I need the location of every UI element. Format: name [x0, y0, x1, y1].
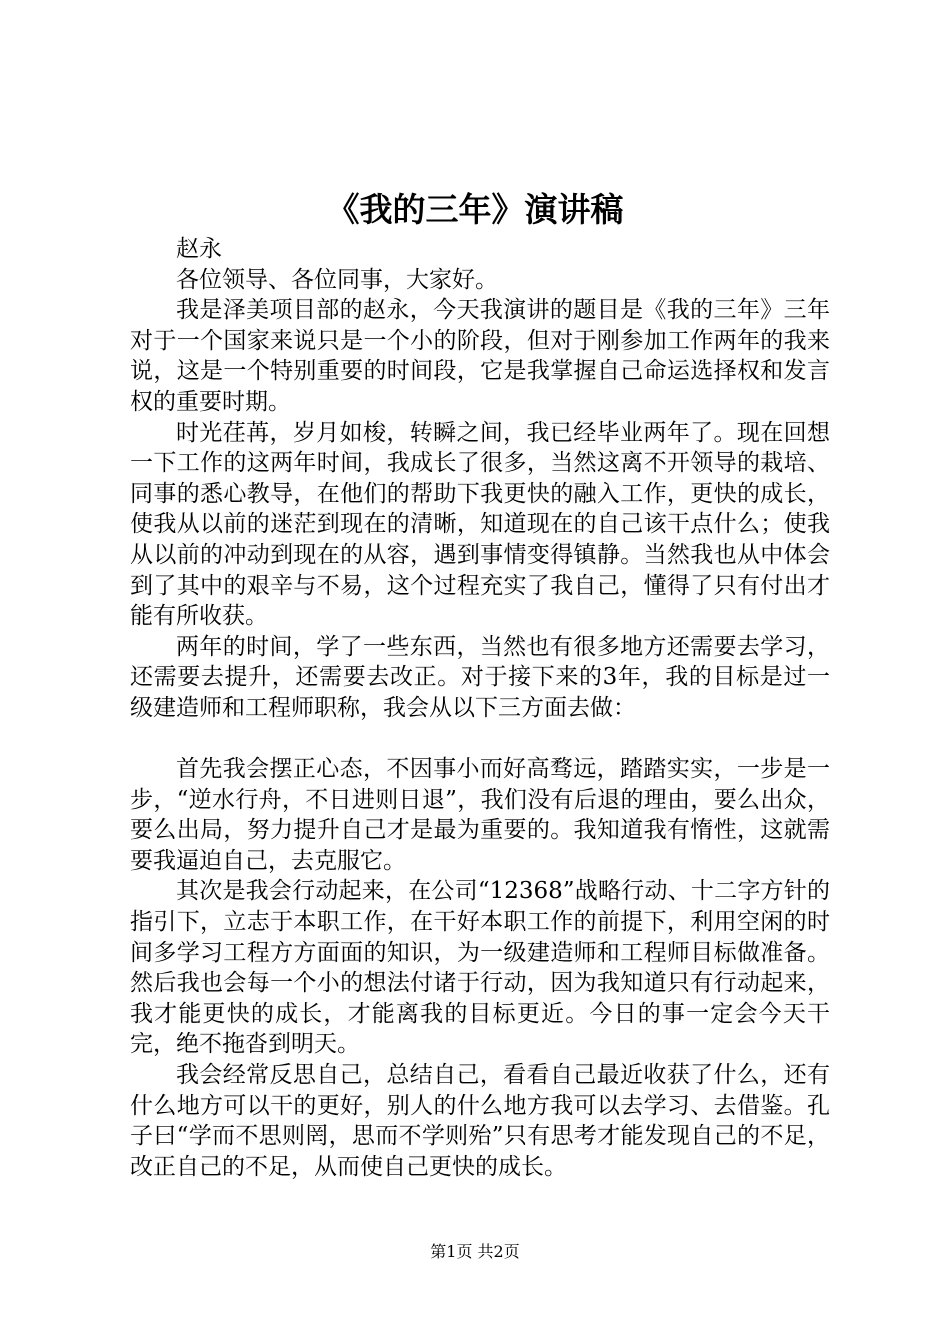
paragraph-goals: 两年的时间，学了一些东西，当然也有很多地方还需要去学习，还需要去提升，还需要去改正。对于接下来的3年，我的目标是过一级建造师和工程师职称，我会从以下三方面去做：	[130, 633, 830, 721]
paragraph-mindset: 首先我会摆正心态，不因事小而好高骛远，踏踏实实，一步是一步，“逆水行舟，不日进则日退”，我们没有后退的理由，要么出众，要么出局，努力提升自己才是最为重要的。我知道我有惰性，这就需要我逼迫自己，去克服它。	[130, 756, 830, 874]
author-line: 赵永	[176, 236, 222, 262]
page-number-footer: 第1页 共2页	[430, 1242, 520, 1261]
paragraph-action: 其次是我会行动起来，在公司“12368”战略行动、十二字方针的指引下，立志于本职工作，在干好本职工作的前提下，利用空闲的时间多学习工程方方面面的知识，为一级建造师和工程师目标做准备。然后我也会每一个小的想法付诸于行动，因为我知道只有行动起来，我才能更快的成长，才能离我的目标更近。今日的事一定会今天干完，绝不拖沓到明天。	[130, 878, 830, 1058]
paragraph-intro: 我是泽美项目部的赵永，今天我演讲的题目是《我的三年》三年对于一个国家来说只是一个小的阶段，但对于刚参加工作两年的我来说，这是一个特别重要的时间段，它是我掌握自己命运选择权和发言权的重要时期。	[130, 297, 830, 415]
document-title: 《我的三年》演讲稿	[326, 190, 624, 229]
paragraph-greeting: 各位领导、各位同事，大家好。	[176, 266, 498, 293]
paragraph-reflection: 时光荏苒，岁月如梭，转瞬之间，我已经毕业两年了。现在回想一下工作的这两年时间，我成长了很多，当然这离不开领导的栽培、同事的悉心教导，在他们的帮助下我更快的融入工作，更快的成长，使我从以前的迷茫到现在的清晰，知道现在的自己该干点什么；使我从以前的冲动到现在的从容，遇到事情变得镇静。当然我也从中体会到了其中的艰辛与不易，这个过程充实了我自己，懂得了只有付出才能有所收获。	[130, 419, 830, 630]
paragraph-reflect-self: 我会经常反思自己，总结自己，看看自己最近收获了什么，还有什么地方可以干的更好，别人的什么地方我可以去学习、去借鉴。孔子曰“学而不思则罔，思而不学则殆”只有思考才能发现自己的不足，改正自己的不足，从而使自己更快的成长。	[130, 1062, 830, 1180]
document-body	[130, 234, 830, 1182]
paragraph-spacer	[130, 724, 830, 755]
